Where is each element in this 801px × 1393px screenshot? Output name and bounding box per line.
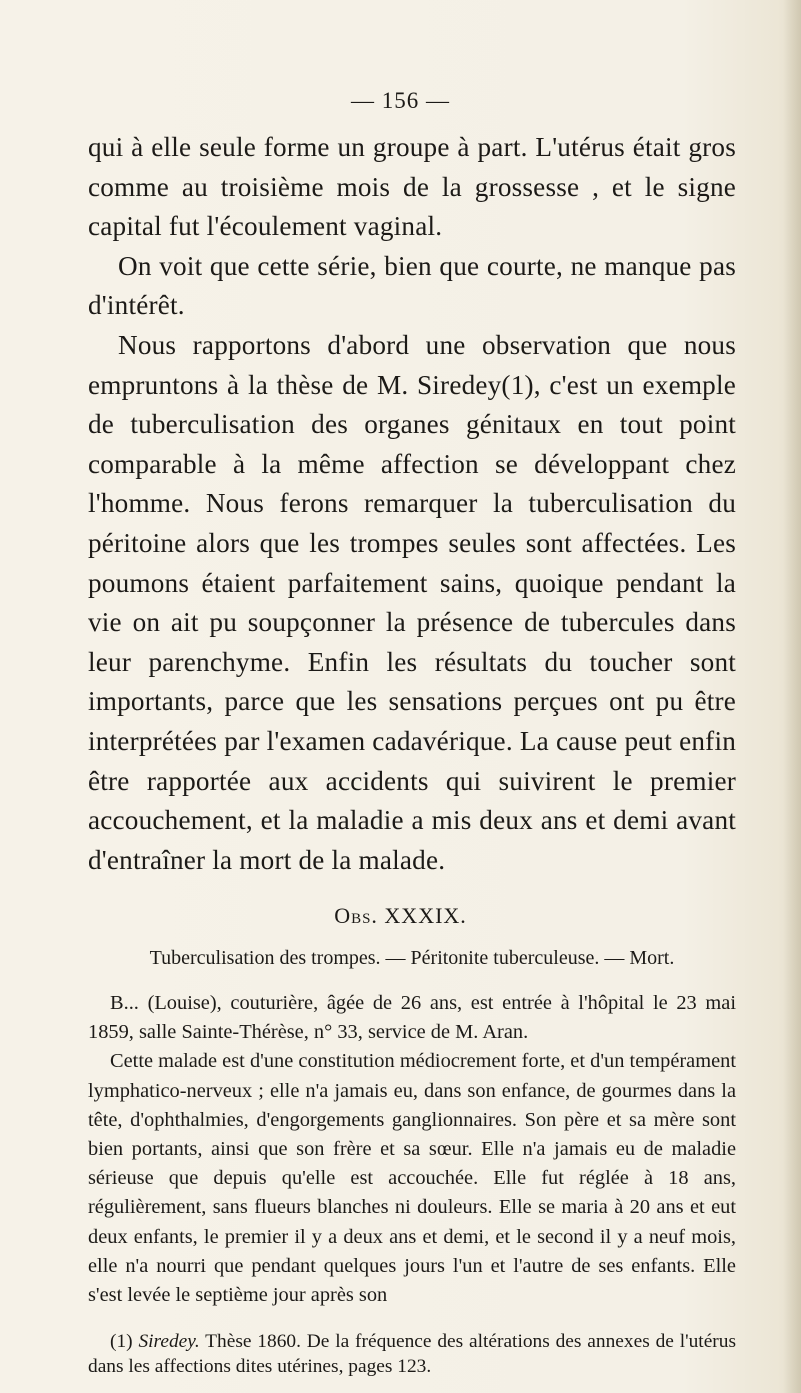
case-paragraph-history: Cette malade est d'une constitution médiocrement forte, et d'un tempérament lymphatico-nerveux ; elle n'a jamais eu, dans son enfance, de gourmes dans la tête, d'ophthalmies, d'engorgements ganglionnaires. Son père et sa mère sont bien portants, ainsi que son frère et sa sœur. Elle n'a jamais eu de maladie sérieuse que depuis qu'elle est accouchée. Elle fut réglée à 18 ans, régulièrement, sans flueurs blanches ni douleurs. Elle se maria à 20 ans et eut deux enfants, le premier il y a deux ans et demi, et le second il y a neuf mois, elle n'a nourri que pendant quelques jours l'un et l'autre de ses enfants. Elle s'est levée le septième jour après son — [88, 1050, 736, 1307]
case-paragraph-admission: B... (Louise), couturière, âgée de 26 ans, est entrée à l'hôpital le 23 mai 1859, salle Sainte-Thérèse, n° 33, service de M. Aran. — [88, 992, 736, 1044]
main-text — [88, 128, 736, 880]
footnote-body: Thèse 1860. De la fréquence des altérations des annexes de l'utérus dans les affections dites utérines, pages 123. — [88, 1331, 736, 1377]
paragraph-interest: On voit que cette série, bien que courte, ne manque pas d'intérêt. — [88, 250, 736, 321]
paragraph-continuation: qui à elle seule forme un groupe à part. L'utérus était gros comme au troisième mois de la grossesse , et le signe capital fut l'écoulement vaginal. — [88, 132, 736, 242]
paragraph-observation-intro: Nous rapportons d'abord une observation que nous empruntons à la thèse de M. Siredey(1), c'est un exemple de tuberculisation des organes génitaux en tout point comparable à la même affection se développant chez l'homme. Nous ferons remarquer la tuberculisation du péritoine alors que les trompes seules sont affectées. Les poumons étaient parfaitement sains, quoique pendant la vie on ait pu soupçonner la présence de tubercules dans leur parenchyme. Enfin les résultats du toucher sont importants, parce que les sensations perçues ont pu être interprétées par l'examen cadavérique. La cause peut enfin être rapportée aux accidents qui suivirent le premier accouchement, et la maladie a mis deux ans et demi avant d'entraîner la mort de la malade. — [88, 329, 736, 875]
page-number: — 156 — — [351, 88, 450, 113]
observation-subtitle: Tuberculisation des trompes. — Péritonite tuberculeuse. — Mort. — [149, 947, 675, 969]
footnote-marker: (1) — [110, 1331, 133, 1352]
observation-title: Obs. XXXIX. — [334, 903, 467, 928]
footnote-text — [88, 1330, 736, 1379]
page-edge-shadow — [783, 0, 801, 1393]
case-report — [88, 989, 736, 1310]
footnote — [88, 1330, 736, 1379]
footnote-author: Siredey. — [138, 1331, 200, 1352]
